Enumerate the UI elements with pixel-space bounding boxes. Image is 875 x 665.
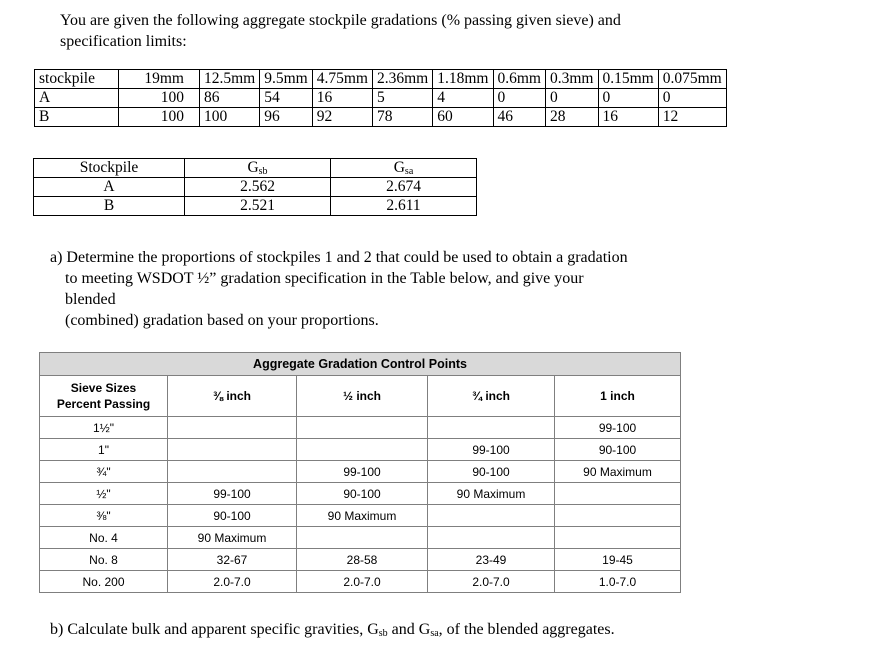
- question-part-b: b) Calculate bulk and apparent specific gravities, $G_{sb}$ and $G_{sa}$, of the blended aggregates.: [50, 621, 615, 639]
- table-cell: [428, 527, 555, 549]
- table-cell: 1.0-7.0: [555, 571, 681, 593]
- table-header-row: [40, 376, 681, 417]
- table-cell: 28-58: [297, 549, 428, 571]
- sieve-cell: ¾": [40, 461, 168, 483]
- table-cell: [168, 417, 297, 439]
- table-cell: 90 Maximum: [168, 527, 297, 549]
- sieve-cell: No. 8: [40, 549, 168, 571]
- table-cell: A: [35, 89, 119, 108]
- table-cell: 2.0-7.0: [297, 571, 428, 593]
- sieve-cell: ½": [40, 483, 168, 505]
- table-cell: 16: [312, 89, 372, 108]
- table-row: [40, 461, 681, 483]
- header-cell: 2.36mm: [373, 70, 433, 89]
- table-cell: [555, 483, 681, 505]
- table-cell: 2.611: [331, 197, 477, 216]
- header-cell: 0.6mm: [493, 70, 546, 89]
- table-cell: [297, 417, 428, 439]
- table-row: [34, 197, 477, 216]
- intro-line-1: You are given the following aggregate stockpile gradations (% passing given sieve) and: [60, 12, 621, 29]
- table-cell: 0: [598, 89, 658, 108]
- table-cell: 96: [260, 108, 313, 127]
- table-cell: 23-49: [428, 549, 555, 571]
- table-cell: 99-100: [555, 417, 681, 439]
- table-cell: 78: [373, 108, 433, 127]
- table-cell: 100: [119, 108, 200, 127]
- intro-text: [60, 10, 760, 52]
- gradation-control-points-table: [39, 352, 681, 593]
- table-cell: 86: [200, 89, 260, 108]
- table-cell: 60: [433, 108, 493, 127]
- table-cell: 0: [493, 89, 546, 108]
- table-cell: 2.562: [185, 178, 331, 197]
- table-row: [40, 527, 681, 549]
- part-a-line-2: to meeting WSDOT ½” gradation specification in the Table below, and give your: [65, 270, 584, 287]
- table-cell: 2.521: [185, 197, 331, 216]
- table-cell: 100: [200, 108, 260, 127]
- table-cell: [297, 439, 428, 461]
- table-row: [40, 571, 681, 593]
- table-cell: 54: [260, 89, 313, 108]
- table-cell: 12: [658, 108, 726, 127]
- header-cell: 1 inch: [555, 376, 681, 417]
- sieve-cell: No. 200: [40, 571, 168, 593]
- table-cell: 90-100: [168, 505, 297, 527]
- header-cell: 0.15mm: [598, 70, 658, 89]
- sieve-cell: 1½": [40, 417, 168, 439]
- header-cell: ½ inch: [297, 376, 428, 417]
- question-part-a: [50, 247, 730, 331]
- table-row: [34, 178, 477, 197]
- table-row: [40, 505, 681, 527]
- table-cell: 0: [546, 89, 599, 108]
- table-cell: B: [34, 197, 185, 216]
- header-cell-gsb: $G_{sb}$: [185, 159, 331, 178]
- header-cell: Stockpile: [34, 159, 185, 178]
- sieve-cell: 1": [40, 439, 168, 461]
- corner-header: Sieve Sizes Percent Passing: [40, 376, 168, 417]
- table-cell: 28: [546, 108, 599, 127]
- intro-line-2: specification limits:: [60, 33, 187, 50]
- sieve-cell: ⅜": [40, 505, 168, 527]
- table-cell: [297, 527, 428, 549]
- table-cell: A: [34, 178, 185, 197]
- table-title-row: [40, 353, 681, 376]
- table-cell: [168, 461, 297, 483]
- part-a-line-4: (combined) gradation based on your proportions.: [65, 312, 379, 329]
- table-cell: [428, 417, 555, 439]
- table-row: [40, 417, 681, 439]
- table-header-row: [34, 159, 477, 178]
- table-header-row: [35, 70, 727, 89]
- table-cell: 46: [493, 108, 546, 127]
- table-cell: [168, 439, 297, 461]
- table-cell: 0: [658, 89, 726, 108]
- header-cell: 19mm: [119, 70, 200, 89]
- table-row: [40, 483, 681, 505]
- table-cell: 5: [373, 89, 433, 108]
- specific-gravity-table: [33, 158, 477, 216]
- table-cell: 16: [598, 108, 658, 127]
- table-cell: B: [35, 108, 119, 127]
- table-cell: 90 Maximum: [555, 461, 681, 483]
- header-cell: 12.5mm: [200, 70, 260, 89]
- table-cell: 2.0-7.0: [428, 571, 555, 593]
- table-cell: [555, 505, 681, 527]
- table-cell: 99-100: [428, 439, 555, 461]
- table-cell: 4: [433, 89, 493, 108]
- table-row: [35, 108, 727, 127]
- table-row: [40, 549, 681, 571]
- part-a-line-1: a) Determine the proportions of stockpiles 1 and 2 that could be used to obtain a gradation: [50, 249, 628, 266]
- table-cell: 99-100: [297, 461, 428, 483]
- header-cell: 4.75mm: [312, 70, 372, 89]
- table-cell: 90 Maximum: [297, 505, 428, 527]
- table-cell: 19-45: [555, 549, 681, 571]
- header-cell: stockpile: [35, 70, 119, 89]
- table-row: [35, 89, 727, 108]
- table-title: Aggregate Gradation Control Points: [40, 353, 681, 376]
- header-cell: 1.18mm: [433, 70, 493, 89]
- header-cell: ¾ inch: [428, 376, 555, 417]
- table-cell: [555, 527, 681, 549]
- header-cell-gsa: $G_{sa}$: [331, 159, 477, 178]
- table-cell: 90-100: [297, 483, 428, 505]
- table-cell: 32-67: [168, 549, 297, 571]
- header-cell: ⅜ inch: [168, 376, 297, 417]
- table-cell: 90-100: [428, 461, 555, 483]
- table-cell: 2.674: [331, 178, 477, 197]
- table-row: [40, 439, 681, 461]
- stockpile-gradation-table: [34, 69, 727, 127]
- header-cell: 9.5mm: [260, 70, 313, 89]
- table-cell: 92: [312, 108, 372, 127]
- table-cell: 100: [119, 89, 200, 108]
- header-cell: 0.075mm: [658, 70, 726, 89]
- table-cell: 2.0-7.0: [168, 571, 297, 593]
- part-a-line-3: blended: [65, 291, 116, 308]
- header-cell: 0.3mm: [546, 70, 599, 89]
- table-cell: 99-100: [168, 483, 297, 505]
- table-cell: [428, 505, 555, 527]
- table-cell: 90-100: [555, 439, 681, 461]
- table-cell: 90 Maximum: [428, 483, 555, 505]
- sieve-cell: No. 4: [40, 527, 168, 549]
